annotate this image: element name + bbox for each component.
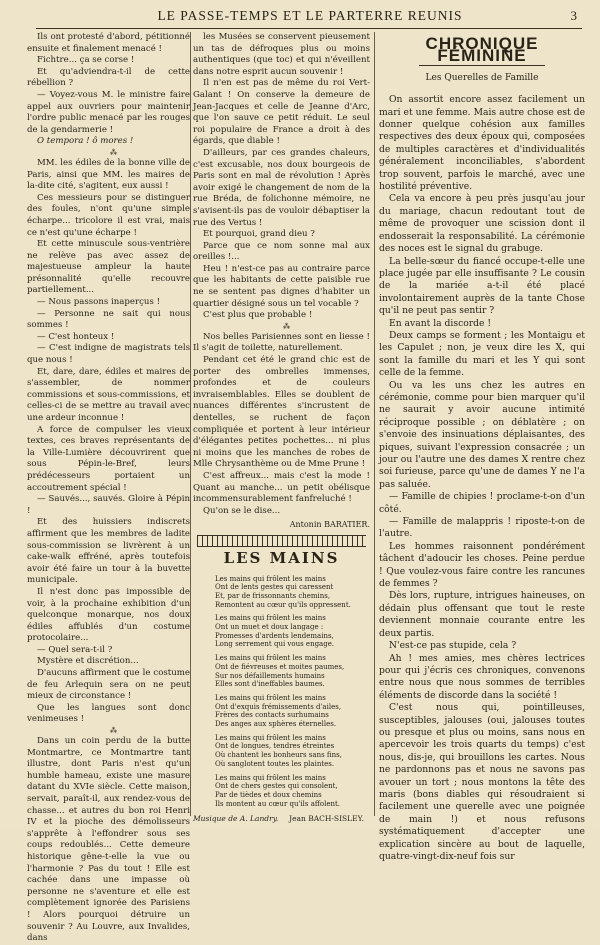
paragraph: D'ailleurs, par ces grandes chaleurs, c'est excusable, nos doux bourgeois de Paris sont en mal de révolution ! Après avoir exigé le changement de nom de la rue Bréda, de folichonne mémoire, ne s'avisent-ils pas de vouloir débaptiser la rue des Vertus !: [193, 147, 370, 228]
paragraph: Heu ! n'est-ce pas au contraire parce que les habitants de cette paisible rue ne se sentent pas dignes d'habiter un quartier désigné sous un tel vocable ?: [193, 263, 370, 309]
paragraph: — Sauvés..., sauvés. Gloire à Pépin !: [27, 494, 190, 516]
poem-credits: [193, 813, 370, 825]
paragraph: O tempora ! ô mores !: [37, 136, 134, 147]
paragraph: C'est nous qui, pointilleuses, susceptibles, jalouses (oui, jalouses toutes ou presque et plus ou moins, sans nous en apercevoir les trois quarts du temps) c'est nous, dis-je, qui brouillons les cartes. Nous ne pardonnons pas et nous ne savons pas avouer un tort ; nous montons la tête des maris (bons diables qui résoudraient si facilement une querelle avec une poignée de main !) et nous refusons systématiquement d'accepter une explication sincère au bout de laquelle, quatre-vingt-dix-neuf fois sur: [379, 702, 585, 862]
poem-stanza: [215, 575, 370, 610]
paragraph: On assortit encore assez facilement un mari et une femme. Mais autre chose est de donner quelque cohésion aux familles respectives des deux époux qui, composées de multiples caractères et d'individualités généralement inconciliables, s'abordent trop souvent, parfois le marché, avec une hostilité préventive.: [379, 94, 585, 193]
author-signature: Antonin BARATIER.: [289, 520, 370, 530]
paragraph: Mystère et discrétion...: [37, 656, 139, 667]
chronicle-subtitle: Les Querelles de Famille: [425, 72, 539, 83]
column-divider-2: [374, 32, 375, 816]
paragraph: Ah ! mes amies, mes chères lectrices pour qui j'écris ces chroniques, convenons entre nous que nous sommes de terribles éléments de discorde dans la société !: [379, 652, 585, 701]
poem-stanza: [215, 734, 370, 769]
poem-line: Les mains qui frôlent les mains: [215, 773, 326, 782]
poem-line: Où chantent les bonheurs sans fins,: [215, 751, 342, 760]
paragraph: N'est-ce pas stupide, cela ?: [389, 640, 517, 652]
paragraph: Dès lors, rupture, intrigues haineuses, on dédain plus offensant que tout le reste deviennent monnaie courante entre les deux partis.: [379, 590, 585, 639]
paragraph: Les hommes raisonnent pondérément tâchent d'adoucir les choses. Peine perdue ! Que voulez-vous faire contre les rancunes de femmes ?: [379, 540, 585, 590]
paragraph: Nos belles Parisiennes sont en liesse ! Il s'agit de toilette, naturellement.: [193, 331, 370, 354]
paragraph: les Musées se conservent pieusement un tas de défroques plus ou moins authentiques (que toc) et qui n'éveillent dans notre esprit aucun souvenir !: [193, 32, 370, 77]
poet-signature: Jean BACH-SISLEY.: [289, 814, 364, 824]
paragraph: Et cette minuscule sous-ventrière ne relève pas avec assez de majestueuse ampleur la haute présonnalité qu'elle recouvre partiellement...: [27, 239, 190, 296]
paragraph: D'aucuns affirment que le costume de feu Arlequin sera on ne peut mieux de circonstance !: [27, 668, 190, 702]
paragraph: C'est plus que probable !: [203, 310, 313, 321]
paragraph: Ou va les uns chez les autres en cérémonie, comme pour bien marquer qu'il ne saurait y avoir aucune intimité réciproque possible ; on déblatère ; on s'envoie des insinuations déplaisantes, des piques, suivant l'expression consacrée ; un jour ou l'autre une des dames X rentre chez soi furieuse, parce qu'une de dames Y ne l'a pas saluée.: [379, 379, 585, 490]
poem-line: Frères des contacts surhumains: [215, 711, 329, 720]
poem-line: Les mains qui frôlent les mains: [215, 654, 326, 663]
poem-line: Ont de longues, tendres étreintes: [215, 742, 335, 751]
poem-line: Ont d'exquis frémissements d'ailes,: [215, 702, 342, 711]
section-separator: ⁂: [283, 322, 290, 331]
header-rule: [36, 28, 582, 29]
paragraph: Que les langues sont donc venimeuses !: [27, 702, 190, 725]
paragraph: MM. les édiles de la bonne ville de Paris, ainsi que MM. les maires de la-dite cité, s'agitent, eux aussi !: [27, 157, 190, 192]
paragraph: Fichtre... ça se corse !: [37, 55, 135, 66]
paragraph: La belle-sœur du fiancé occupe-t-elle une place jugée par elle insuffisante ? Le cousin de la mariée a-t-il été placé involontairement auprès de la tante Chose qu'il ne peut pas sentir ?: [379, 255, 585, 317]
paragraph: — Famille de malappris ! riposte-t-on de l'autre.: [379, 516, 585, 540]
poem-line: Par de tièdes et doux chemins: [215, 791, 322, 799]
paragraph: Qu'on se le dise...: [203, 505, 281, 516]
paragraph: Deux camps se forment ; les Montaigu et les Capulet ; non, je veux dire les X, qui sont la famille du mari et les Y qui sont celle de la femme.: [379, 329, 585, 379]
ornament-divider: [197, 535, 366, 547]
music-credit: Musique de A. Landry.: [193, 814, 279, 824]
paragraph: Et, dare, dare, édiles et maires de s'assembler, de nommer commissions et sous-commissions, et celles-ci de se mettre au travail avec une ardeur inconnue !: [27, 366, 190, 423]
poem-line: Les mains qui frôlent les mains: [215, 733, 326, 742]
poem-line: Sur nos défaillements humains: [215, 671, 325, 680]
paragraph: — Personne ne sait qui nous sommes !: [27, 308, 190, 331]
chronicle-title: CHRONIQUE FÉMININE: [425, 34, 539, 66]
section-separator: ⁂: [110, 148, 117, 157]
paragraph: Pendant cet été le grand chic est de porter des ombrelles immenses, profondes et de couleurs invraisemblables. Elles se doublent de nuances différentes s'incrustent de dentelles, se ruchent de façon compliquée et portent à leur intérieur d'élégantes petites pochettes... ni plus ni moins que les manches de robes de Mlle Chrysanthème ou de Mme Prune !: [193, 355, 370, 470]
paragraph: — Nous passons inaperçus !: [37, 297, 161, 308]
poem-line: Ils montent au cœur qu'ils affolent.: [215, 799, 341, 808]
poem-line: Long serrement qui vous engage.: [215, 640, 335, 649]
poem-body: [193, 575, 370, 809]
poem-line: Ont de chers gestes qui consolent,: [215, 782, 338, 791]
paragraph: Et des huissiers indiscrets affirment que les membres de ladite sous-commission se livrèrent à un cake-walk effréné, après toutefois avoir été faire un tour à la buvette municipale.: [27, 517, 190, 586]
paragraph: — C'est indigne de magistrats tels que nous !: [27, 343, 190, 366]
paragraph: Cela va encore à peu près jusqu'au jour du mariage, chacun redoutant tout de même de provoquer une scission dont il endosserait la responsabilité. La cérémonie des noces est le signal du grabuge.: [379, 193, 585, 255]
paragraph: A force de compulser les vieux textes, ces braves représentants de la Ville-Lumière découvrirent que sous Pépin-le-Bref, leurs prédécesseurs portaient un accoutrement spécial !: [27, 424, 190, 493]
poem-line: Elles sont d'ineffables baumes.: [215, 680, 325, 689]
poem-line: Ont un muet et doux langage :: [215, 623, 324, 632]
paragraph: Il n'en est pas de même du roi Vert-Galant ! On conserve la demeure de Jean-Jacques et celle de Jeanne d'Arc, que l'on sauve ce petit réduit. Le seul roi populaire de France a droit à des égards, que diable !: [193, 78, 370, 147]
poem-line: Des anges aux sphères éternelles.: [215, 720, 337, 729]
page-header: [40, 6, 580, 26]
column-divider-1: [190, 32, 191, 816]
paragraph: Ils ont protesté d'abord, pétitionné ensuite et finalement menacé !: [27, 32, 190, 54]
paragraph: — Famille de chipies ! proclame-t-on d'un côté.: [379, 491, 585, 515]
column-left: [27, 32, 190, 944]
poem-line: Et, par de frissonnants chemins,: [215, 591, 331, 600]
poem-line: Promesses d'ardents lendemains,: [215, 631, 334, 640]
paragraph: — Voyez-vous M. le ministre faire appel aux ouvriers pour maintenir l'ordre public menacé par les rouges de la gendarmerie !: [27, 89, 190, 135]
column-middle: [193, 32, 370, 824]
poem-stanza: [215, 654, 370, 689]
paragraph: Ces messieurs pour se distinguer des foules, n'ont qu'une simple écharpe... tricolore il est vrai, mais ce n'est qu'une écharpe !: [27, 192, 190, 238]
paragraph: Et qu'adviendra-t-il de cette rébellion ?: [27, 66, 190, 89]
poem-title: LES MAINS: [223, 548, 340, 567]
poem-line: Remontent au cœur qu'ils oppressent.: [215, 600, 351, 609]
paragraph: C'est affreux... mais c'est la mode ! Quant au manche... un petit obélisque incommensurablement fanfreluché !: [193, 470, 370, 505]
poem-stanza: [215, 774, 370, 809]
section-separator: ⁂: [110, 727, 117, 736]
paragraph: Dans un coin perdu de la butte Montmartre, ce Montmartre tant illustre, dont Paris n'est qu'un humble hameau, existe une masure datant du XVIe siècle. Cette maison, servait, paraît-il, aux rendez-vous de chasse... et autres du bon roi Henri IV et la pioche des démolisseurs s'apprête à l'effondrer sous ses coups redoublés... Cette demeure historique gêne-t-elle la vue ou l'harmonie ? Pas du tout ! Elle est cachée dans une impasse où personne ne s'aventure et elle est complètement ignorée des Parisiens ! Alors pourquoi détruire un souvenir ? Au Louvre, aux Invalides, dans: [27, 736, 190, 944]
poem-line: Où sanglotent toutes les plaintes.: [215, 759, 335, 768]
poem-line: Les mains qui frôlent les mains: [215, 614, 326, 623]
paragraph: En avant la discorde !: [389, 317, 492, 329]
poem-stanza: [215, 694, 370, 729]
paragraph: Et pourquoi, grand dieu ?: [203, 229, 315, 240]
poem-line: Ont de lents gestes qui caressent: [215, 583, 334, 592]
column-middle-text: [193, 32, 370, 517]
paragraph: — Quel sera-t-il ?: [37, 644, 113, 655]
page-number: 3: [570, 8, 578, 23]
column-right: [379, 32, 585, 862]
paragraph: Il n'est donc pas impossible de voir, à la prochaine exhibition d'un quelconque monarque, nos doux édiles affublés d'un costume protocolaire...: [27, 586, 190, 644]
poem-stanza: [215, 614, 370, 649]
poem-line: Les mains qui frôlent les mains: [215, 693, 326, 702]
poem-line: Ont de fiévreuses et moites paumes,: [215, 662, 345, 671]
masthead-title: LE PASSE-TEMPS ET LE PARTERRE REUNIS: [157, 8, 463, 23]
chronicle-text: [379, 94, 585, 863]
paragraph: — C'est honteux !: [37, 331, 115, 342]
poem-line: Les mains qui frôlent les mains: [215, 574, 326, 583]
paragraph: Parce que ce nom sonne mal aux oreilles !...: [193, 240, 370, 263]
